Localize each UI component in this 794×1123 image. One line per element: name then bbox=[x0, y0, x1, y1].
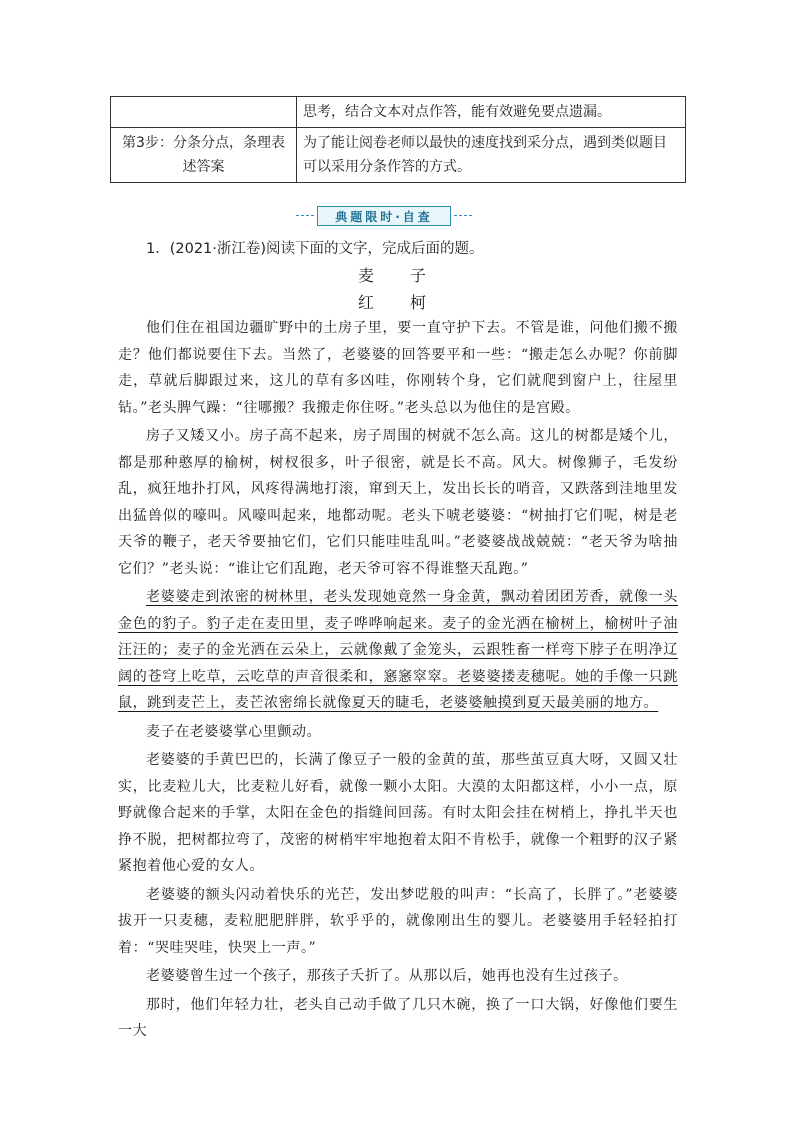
underlined-paragraph: 老婆婆走到浓密的树林里，老头发现她竟然一身金黄，飘动着团团芳香，就像一头金色的豹子。豹子走在麦田里，麦子哗哗响起来。麦子的金光洒在榆树上，榆树叶子油汪汪的；麦子的金光洒在云朵上，云就像戴了金笼头，云跟牲畜一样弯下脖子在明净辽阔的苍穹上吃草，云吃草的声音很柔和，窸窸窣窣。老婆婆搂麦穗呢。她的手像一只跳鼠，跳到麦芒上，麦芒浓密绵长就像夏天的睫毛，老婆婆触摸到夏天最美丽的地方。 bbox=[118, 589, 678, 711]
paragraph: 房子又矮又小。房子高不起来，房子周围的树就不怎么高。这儿的树都是矮个儿，都是那种憨厚的榆树，树杈很多，叶子很密，就是长不高。风大。树像狮子，毛发纷乱，疯狂地扑打风，风疼得满地打滚，窜到天上，发出长长的哨音，又跌落到洼地里发出猛兽似的嚎叫。风嚎叫起来，地都动呢。老头下唬老婆婆：“树抽打它们呢，树是老天爷的鞭子，老天爷要抽它们，它们只能哇哇乱叫。”老婆婆战战兢兢：“老天爷为啥抽它们？”老头说：“谁让它们乱跑，老天爷可容不得谁整天乱跑。” bbox=[118, 428, 678, 577]
table-row bbox=[111, 97, 686, 128]
paragraph: 老婆婆曾生过一个孩子，那孩子夭折了。从那以后，她再也没有生过孩子。 bbox=[146, 968, 628, 984]
paragraph: 老婆婆的额头闪动着快乐的光芒，发出梦呓般的叫声：“长高了，长胖了。”老婆婆拔开一只麦穗，麦粒肥肥胖胖，软乎乎的，就像刚出生的婴儿。老婆婆用手轻轻拍打着：“哭哇哭哇，快哭上一声。” bbox=[118, 886, 678, 956]
steps-table bbox=[110, 96, 686, 183]
paragraph: 麦子在老婆婆掌心里颤动。 bbox=[146, 723, 322, 740]
article-body bbox=[118, 315, 678, 1045]
table-row bbox=[111, 128, 686, 183]
desc-cell: 思考，结合文本对点作答，能有效避免要点遗漏。 bbox=[297, 97, 686, 128]
step-cell: 第3步：分条分点，条理表述答案 bbox=[111, 128, 297, 183]
article-author: 红 柯 bbox=[357, 293, 436, 312]
paragraph: 老婆婆的手黄巴巴的，长满了像豆子一般的金黄的茧，那些茧豆真大呀，又圆又壮实，比麦粒儿大，比麦粒儿好看，就像一颗小太阳。大漠的太阳都这样，小小一点，原野就像合起来的手掌，太阳在金色的指缝间回荡。有时太阳会挂在树梢上，挣扎半天也挣不脱，把树都拉弯了，茂密的树梢牢牢地抱着太阳不肯松手，就像一个粗野的汉子紧紧抱着他心爱的女人。 bbox=[118, 752, 678, 874]
question-prompt: 1．(2021·浙江卷)阅读下面的文字，完成后面的题。 bbox=[146, 241, 484, 257]
article-title: 麦 子 bbox=[357, 266, 436, 285]
section-banner: 典题限时·自查 bbox=[317, 206, 451, 226]
paragraph: 他们住在祖国边疆旷野中的土房子里，要一直守护下去。不管是谁，问他们搬不搬走？他们都说要住下去。当然了，老婆婆的回答要平和一些：“搬走怎么办呢？你前脚走，草就后脚跟过来，这儿的草有多凶哇，你刚转个身，它们就爬到窗户上，往屋里钻。”老头脾气躁：“往哪搬？我搬走你住呀。”老头总以为他住的是宫殿。 bbox=[118, 320, 678, 416]
desc-cell: 为了能让阅卷老师以最快的速度找到采分点，遇到类似题目可以采用分条作答的方式。 bbox=[297, 128, 686, 183]
step-cell bbox=[111, 97, 297, 128]
paragraph: 那时，他们年轻力壮，老头自己动手做了几只木碗，换了一口大锅，好像他们要生一大 bbox=[118, 996, 678, 1039]
